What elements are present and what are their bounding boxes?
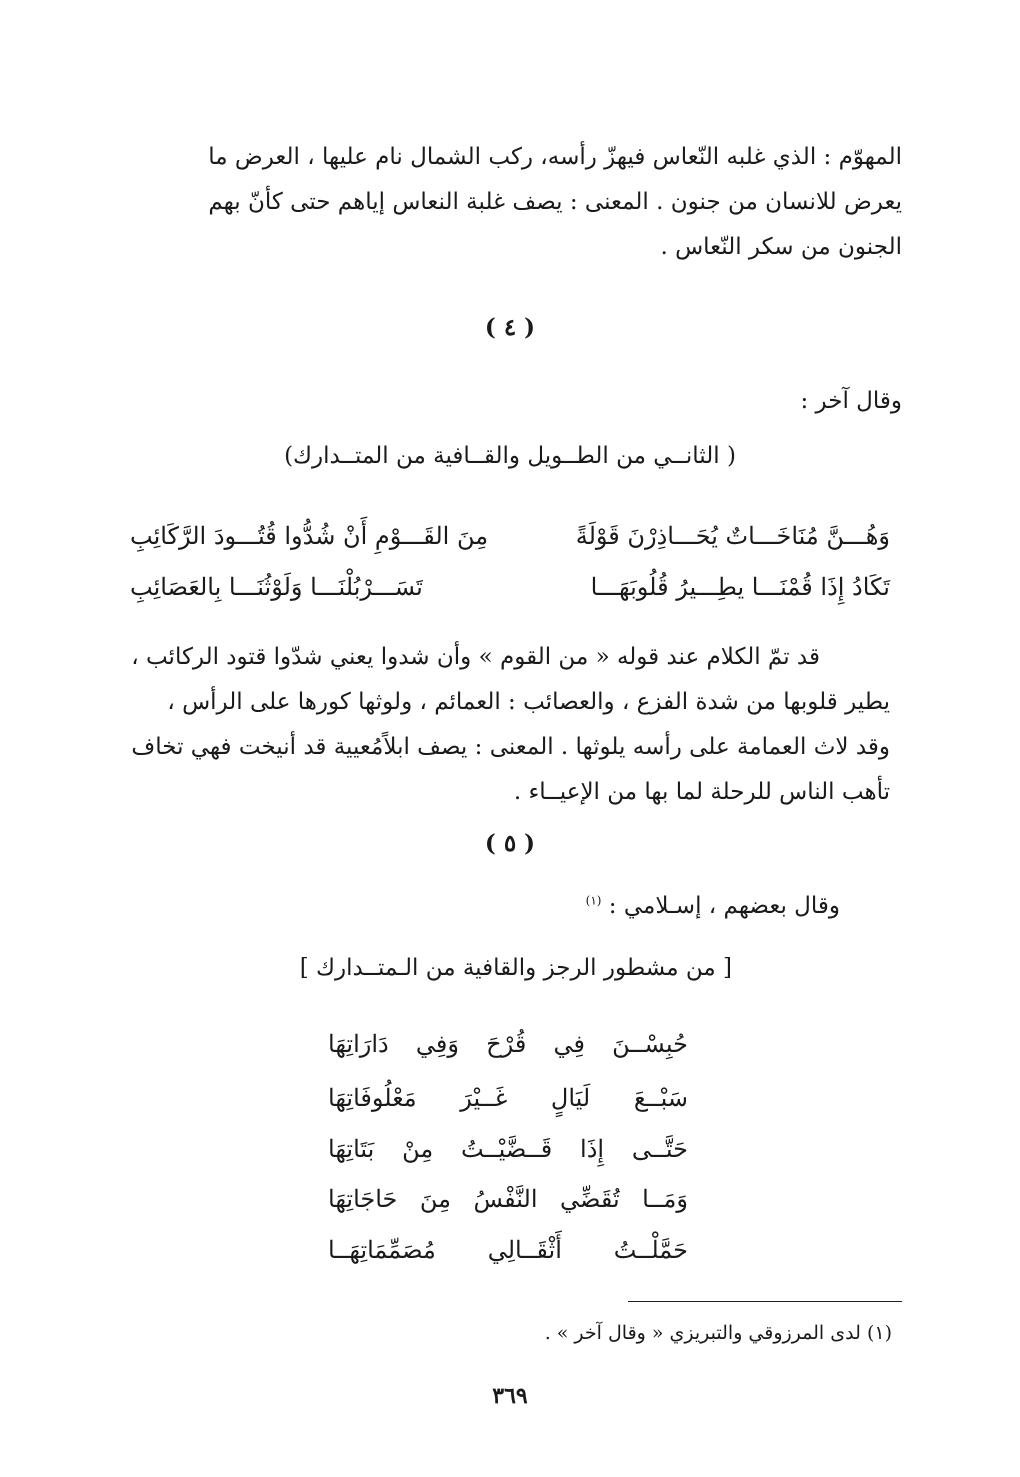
- rajaz-word: حُبِسْــنَ: [612, 1030, 688, 1058]
- poem-intro-text: وقال بعضهم ، إسـلامي :: [608, 893, 840, 919]
- rajaz-line: [328, 1236, 688, 1264]
- rajaz-word: فِي: [553, 1030, 585, 1058]
- poem-intro: وقال آخر :: [800, 388, 902, 414]
- footnote-marker: (١): [866, 1322, 892, 1344]
- rajaz-word: سَبْــعَ: [633, 1084, 688, 1112]
- rajaz-word: قُرْحَ: [486, 1030, 527, 1058]
- rajaz-word: غَــيْرَ: [460, 1084, 508, 1112]
- rajaz-word: قَــضَّيْــتُ: [461, 1135, 553, 1163]
- gloss-line: يعرض للانسان من جنون . المعنى : يصف غلبة النعاس إياهم حتى كأنّ بهم: [208, 189, 902, 215]
- commentary-paragraph: [120, 635, 890, 815]
- rajaz-word: مِنْ: [402, 1135, 434, 1163]
- footnote: [545, 1322, 892, 1344]
- rajaz-word: بَتَاتِهَا: [328, 1135, 375, 1163]
- verse-line: [130, 573, 890, 621]
- poem-intro: [586, 893, 840, 919]
- verse-first-hemistich: وَهُـــنَّ مُنَاخَـــاتٌ يُحَـــاذِرْنَ قَوْلَةً: [575, 522, 890, 550]
- rajaz-word: حَتَّــى: [631, 1135, 688, 1163]
- rajaz-word: حَاجَاتِهَا: [328, 1185, 398, 1213]
- rajaz-word: تُقَضِّي: [560, 1185, 620, 1213]
- rajaz-word: حَمَّلْــتُ: [613, 1236, 688, 1264]
- rajaz-line: [328, 1185, 688, 1213]
- footnote-separator: [628, 1301, 902, 1302]
- rajaz-word: دَارَاتِهَا: [328, 1030, 389, 1058]
- rajaz-word: مَعْلُوفَاتِهَا: [328, 1084, 417, 1112]
- commentary-line: يطير قلوبها من شدة الفزع ، والعصائب : العمائم ، ولوثها كورها على الرأس ،: [167, 689, 890, 715]
- rajaz-line: [328, 1135, 688, 1163]
- meter-label: ( الثانــي من الطــويل والقــافية من المتــدارك): [284, 443, 736, 469]
- verse-second-hemistich: مِنَ القَـــوْمِ أَنْ شُدُّوا قُتُـــودَ الرَّكَائِبِ: [130, 522, 489, 550]
- rajaz-word: مُصَمِّمَاتِهَــا: [328, 1236, 436, 1264]
- gloss-paragraph: [117, 135, 902, 270]
- page-number: ٣٦٩: [492, 1383, 528, 1409]
- rajaz-word: لَيَالٍ: [550, 1084, 591, 1112]
- commentary-line: تأهب الناس للرحلة لما بها من الإعيــاء .: [513, 779, 890, 805]
- rajaz-line: [328, 1030, 688, 1058]
- rajaz-word: أَثْقَــالِي: [487, 1236, 562, 1264]
- commentary-line: وقد لاث العمامة على رأسه يلوثها . المعنى : يصف ابلاًمُعيية قد أنيخت فهي تخاف: [131, 734, 890, 760]
- rajaz-line: [328, 1084, 688, 1112]
- gloss-line: المهوّم : الذي غلبه النّعاس فيهزّ رأسه، ركب الشمال نام عليها ، العرض ما: [208, 144, 902, 170]
- commentary-line: قد تمّ الكلام عند قوله « من القوم » وأن شدوا يعني شدّوا قتود الركائب ،: [131, 644, 820, 670]
- verse-line: [130, 522, 890, 570]
- rajaz-word: إِذَا: [580, 1135, 605, 1163]
- rajaz-word: النَّفْسُ: [473, 1185, 538, 1213]
- rajaz-word: مِنَ: [419, 1185, 452, 1213]
- footnote-reference: (١): [585, 893, 602, 908]
- section-number: ( ٤ ): [484, 314, 536, 341]
- gloss-line: الجنون من سكر النّعاس .: [660, 234, 902, 260]
- meter-label: [ من مشطور الرجز والقافية من الـمتــدارك ]: [299, 955, 732, 981]
- section-number: ( ٥ ): [484, 830, 536, 857]
- footnote-text: لدى المرزوقي والتبريزي « وقال آخر » .: [544, 1322, 861, 1344]
- verse-second-hemistich: تَسَـــرْبُلْنَـــا وَلَوْثُنَـــا بِالعَصَائِبِ: [130, 573, 423, 601]
- verse-first-hemistich: تَكَادُ إِذَا قُمْنَـــا يطِـــيرُ قُلُوبَهَـــا: [590, 573, 890, 601]
- rajaz-word: وَمَــا: [642, 1185, 688, 1213]
- rajaz-word: وَفِي: [415, 1030, 459, 1058]
